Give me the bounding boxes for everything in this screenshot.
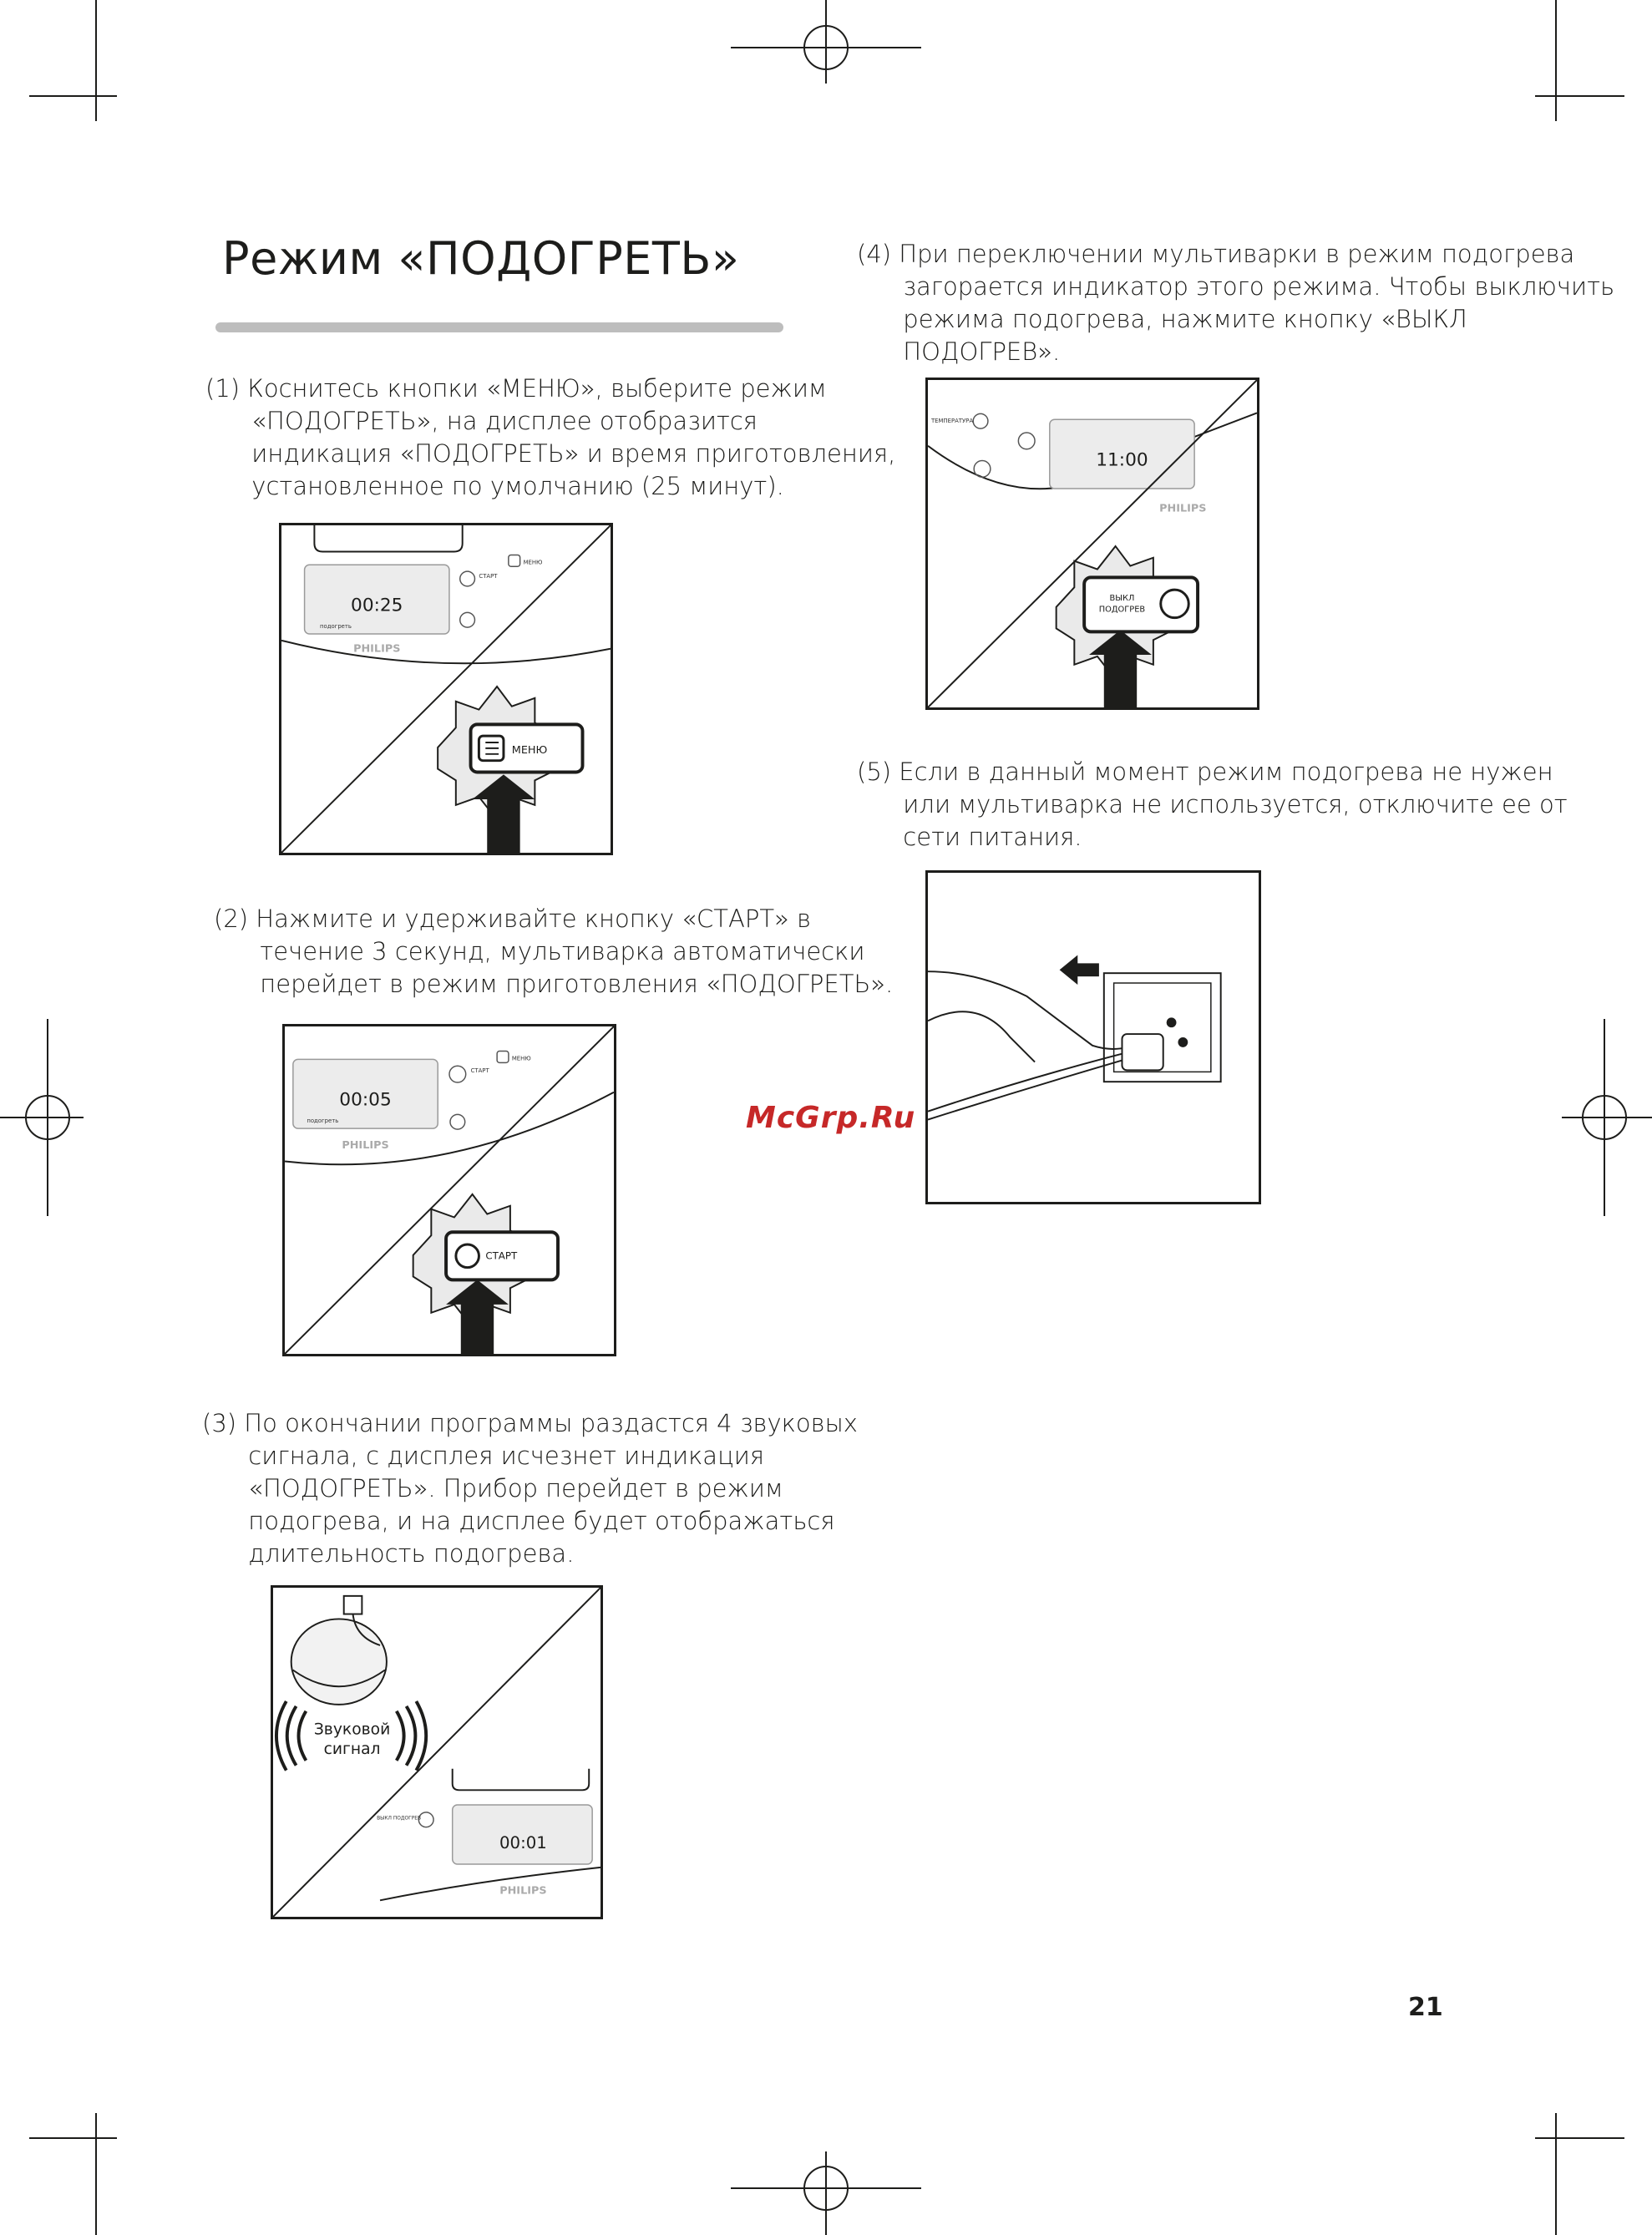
step-2-text: (2) Нажмите и удерживайте кнопку «СТАРТ» в течение 3 секунд, мультиварка автоматически перейдет в режим приготовления «ПОДОГРЕТЬ».: [214, 905, 894, 998]
menu-list-icon: [497, 1052, 509, 1063]
step-5-text: (5) Если в данный момент режим подогрева не нужен или мультиварка не используется, отключите ее от сети питания.: [857, 758, 1568, 851]
figure-1-illustration: [281, 525, 611, 853]
figure-2-illustration: [285, 1026, 614, 1354]
figure-1-display-time: 00:25: [351, 595, 403, 616]
figure-1-start-label: СТАРТ: [479, 573, 498, 580]
figure-2-brand: PHILIPS: [342, 1138, 389, 1152]
figure-1-button-label: МЕНЮ: [511, 743, 548, 757]
figure-1-mode-label: подогреть: [320, 623, 352, 631]
figure-2-start-label: СТАРТ: [470, 1067, 489, 1075]
figure-2-button-label: СТАРТ: [485, 1249, 518, 1262]
watermark: McGrp.Ru: [746, 1101, 916, 1135]
figure-3-sound-label-2: сигнал: [323, 1740, 381, 1758]
figure-5: [925, 870, 1261, 1204]
figure-4: [925, 378, 1259, 710]
figure-3-brand: PHILIPS: [499, 1884, 547, 1898]
step-1-text: (1) Коснитесь кнопки «МЕНЮ», выберите режим «ПОДОГРЕТЬ», на дисплее отобразится индикация «ПОДОГРЕТЬ» и время приготовления, установленное по умолчанию (25 минут).: [205, 374, 896, 500]
cooker-icon: [291, 1619, 387, 1704]
figure-1-menu-label: МЕНЮ: [523, 559, 543, 566]
page-title: Режим «ПОДОГРЕТЬ»: [222, 232, 740, 285]
plug-icon: [1122, 1034, 1163, 1070]
figure-4-illustration: [928, 380, 1257, 707]
pot-start-icon: [449, 1066, 466, 1082]
figure-3-off-label: ВЫКЛ ПОДОГРЕВ: [377, 1816, 422, 1822]
figure-4-brand: PHILIPS: [1159, 502, 1207, 515]
figure-3-illustration: [273, 1588, 600, 1917]
figure-2: [282, 1024, 616, 1356]
figure-1: [279, 523, 613, 855]
figure-4-display-time: 11:00: [1096, 449, 1148, 471]
page-number: 21: [1408, 1993, 1443, 2022]
hand-outline: [928, 971, 1142, 1049]
pot-start-icon: [460, 571, 475, 586]
figure-4-button-label-2: ПОДОГРЕВ: [1098, 605, 1146, 615]
steam-pot-icon: [1018, 433, 1035, 449]
pull-arrow-icon: [1060, 955, 1099, 985]
figure-3-sound-label-1: Звуковой: [313, 1721, 391, 1739]
step-4-text: (4) При переключении мультиварки в режим подогрева загорается индикатор этого режима. Чтобы выключить режима подогрева, нажмите кнопку «ВЫКЛ ПОДОГРЕВ».: [857, 240, 1615, 366]
power-cord: [928, 1054, 1122, 1112]
figure-5-illustration: [928, 873, 1259, 1202]
figure-3-display-time: 00:01: [499, 1833, 547, 1853]
figure-4-temp-label: ТЕМПЕРАТУРА: [930, 418, 974, 425]
step-3-text: (3) По окончании программы раздастся 4 звуковых сигнала, с дисплея исчезнет индикация «ПОДОГРЕТЬ». Прибор перейдет в режим подогрева, и на дисплее будет отображаться длительность подогрева.: [202, 1409, 858, 1568]
figure-2-mode-label: подогреть: [307, 1118, 339, 1125]
figure-4-button-label-1: ВЫКЛ: [1109, 593, 1135, 603]
figure-3: [271, 1585, 603, 1919]
title-underline: [215, 322, 783, 332]
figure-2-menu-label: МЕНЮ: [511, 1055, 531, 1062]
figure-2-display-time: 00:05: [339, 1089, 392, 1111]
wall-socket-icon: [344, 1596, 362, 1614]
figure-1-brand: PHILIPS: [353, 642, 401, 656]
menu-list-icon: [509, 555, 520, 566]
